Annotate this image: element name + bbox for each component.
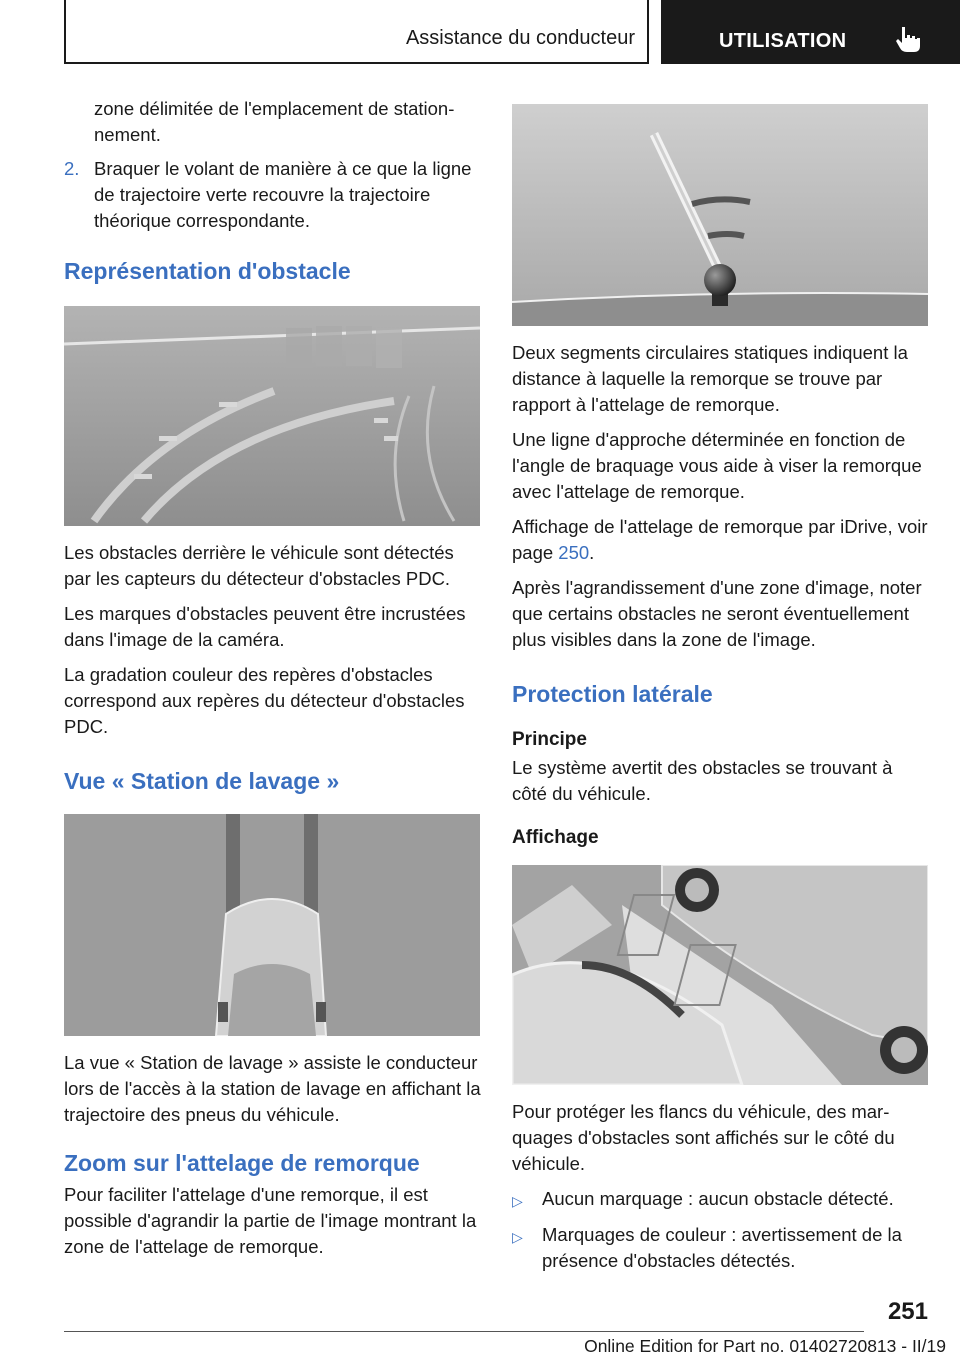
heading-obstacle: Représentation d'obstacle [64, 258, 351, 284]
step-2 [64, 156, 482, 234]
pointing-hand-icon [893, 24, 923, 54]
affichage-paragraph: Pour protéger les flancs du véhicule, des marquages d'obstacles sont affichés sur le côté du véhicule. [512, 1101, 895, 1174]
header-chapter-box [661, 0, 960, 64]
header-chapter-title: UTILISATION [719, 30, 847, 52]
heading-lavage: Vue « Station de lavage » [64, 768, 340, 794]
lavage-paragraph: La vue « Station de lavage » assiste le conducteur lors de l'accès à la station de lavage en affichant la trajectoire des pneus du véhicule. [64, 1052, 481, 1125]
continued-text: zone délimitée de l'emplacement de stationnement. [94, 98, 455, 145]
hitch-paragraph-3-end: . [589, 542, 595, 563]
page-number: 251 [887, 1298, 928, 1325]
heading-principe: Principe [512, 729, 587, 750]
trailer-hitch-zoom-image [512, 104, 928, 326]
heading-zoom: Zoom sur l'attelage de remorque [64, 1150, 420, 1176]
step-2-text: Braquer le volant de manière à ce que la ligne de trajectoire verte recouvre la trajectoire théorique correspondante. [94, 158, 472, 231]
car-wash-view-image [64, 814, 480, 1036]
zoom-paragraph: Pour faciliter l'attelage d'une remorque, il est possible d'agrandir la partie de l'image montrant la zone de l'attelage de remorque. [64, 1184, 477, 1257]
footer-edition: Online Edition for Part no. 01402720813 - II/19 [584, 1336, 946, 1356]
obstacle-paragraph-2: Les marques d'obstacles peuvent être incrustées dans l'image de la caméra. [64, 603, 466, 650]
hitch-paragraph-4: Après l'agrandissement d'une zone d'image, noter que certains obstacles ne seront éventuellement plus visibles dans la zone de l'image. [512, 577, 922, 650]
header-section-box [64, 0, 649, 64]
right-column [512, 104, 930, 1282]
footer-divider [64, 1331, 864, 1332]
bullet-item [512, 1186, 930, 1214]
obstacle-paragraph-1: Les obstacles derrière le véhicule sont détectés par les capteurs du détecteur d'obstacles PDC. [64, 542, 454, 589]
hitch-paragraph-3-text: Affichage de l'attelage de remorque par iDrive, voir page [512, 516, 928, 563]
hitch-paragraph-3 [512, 514, 930, 566]
bullet-text: Marquages de couleur : avertissement de la présence d'obstacles détectés. [542, 1224, 902, 1271]
bullet-item [512, 1222, 930, 1274]
obstacle-camera-image [64, 306, 480, 526]
heading-protection: Protection latérale [512, 681, 713, 707]
principe-paragraph: Le système avertit des obstacles se trouvant à côté du véhicule. [512, 757, 893, 804]
header-section-title: Assistance du conducteur [405, 27, 635, 49]
left-column [64, 96, 482, 1269]
step-2-number: 2. [64, 158, 80, 179]
triangle-bullet-icon: ▷ [512, 1229, 523, 1245]
hitch-paragraph-1: Deux segments circulaires statiques indiquent la distance à laquelle la remorque se trouve par rapport à l'attelage de remorque. [512, 342, 908, 415]
heading-affichage: Affichage [512, 827, 599, 848]
page-link-250[interactable]: 250 [558, 542, 590, 563]
obstacle-paragraph-3: La gradation couleur des repères d'obstacles correspond aux repères du détecteur d'obstacles PDC. [64, 664, 465, 737]
side-protection-image [512, 865, 928, 1085]
hitch-paragraph-2: Une ligne d'approche déterminée en fonction de l'angle de braquage vous aide à viser la remorque avec l'attelage de remorque. [512, 429, 922, 502]
bullet-text: Aucun marquage : aucun obstacle détecté. [542, 1188, 894, 1209]
triangle-bullet-icon: ▷ [512, 1193, 523, 1209]
